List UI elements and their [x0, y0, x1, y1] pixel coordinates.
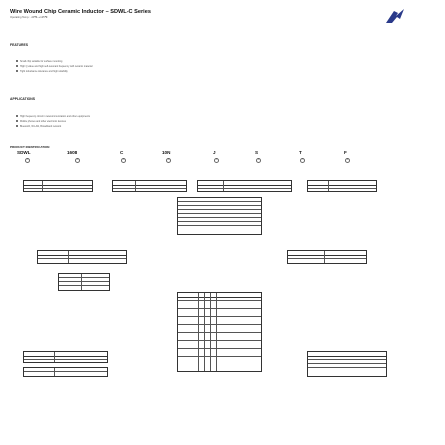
applications-heading: APPLICATIONS	[10, 97, 35, 101]
code-index: ⑧	[346, 159, 349, 161]
code-series: SDWL	[17, 150, 31, 155]
table-row	[113, 185, 186, 189]
operating-temp: Operating Temp.: -40℃~+125℃	[10, 16, 48, 19]
code-index: ①	[26, 159, 29, 161]
table-tolerance	[37, 250, 127, 264]
code-index: ③	[122, 159, 125, 161]
code-option: F	[344, 150, 347, 155]
bullet-icon	[16, 65, 18, 67]
table-row	[24, 356, 107, 360]
table-bottom-left-1	[23, 351, 108, 363]
feature-item: Small chip suitable for surface mounting	[16, 60, 62, 63]
document-title: Wire Wound Chip Ceramic Inductor – SDWL-C Series	[10, 9, 151, 15]
table-inductance-code	[177, 197, 262, 235]
table-row	[288, 259, 366, 263]
code-index: ④	[167, 159, 170, 161]
features-heading: FEATURES	[10, 43, 29, 47]
bullet-icon	[16, 115, 18, 117]
table-row	[178, 353, 261, 357]
table-row	[59, 286, 109, 290]
part-number-codes	[17, 150, 437, 162]
table-row	[178, 329, 261, 333]
code-index: ⑤	[215, 159, 218, 161]
table-bottom-right	[307, 351, 387, 377]
table-row	[308, 368, 386, 372]
code-packaging: T	[299, 150, 302, 155]
table-row	[178, 361, 261, 365]
table-row	[178, 321, 261, 325]
table-row	[178, 226, 261, 230]
table-inductance	[307, 180, 377, 192]
table-row	[178, 313, 261, 317]
code-index: ⑦	[301, 159, 304, 161]
table-dimension	[112, 180, 187, 192]
table-packaging	[287, 250, 367, 264]
table-row	[24, 185, 92, 189]
feature-item: Tight inductance tolerance and high reliability	[16, 70, 68, 73]
bullet-icon	[16, 125, 18, 127]
table-spec	[58, 273, 110, 291]
table-row	[38, 259, 126, 263]
table-option	[177, 292, 262, 372]
table-row	[178, 337, 261, 341]
code-inductance: 10N	[162, 150, 171, 155]
bullet-icon	[16, 70, 18, 72]
application-item: High frequency circuit in telecommunication and other equipments	[16, 115, 90, 118]
table-row	[24, 372, 107, 376]
feature-item: High Q value and high self-resonant frequency with ceramic material	[16, 65, 92, 68]
code-material: C	[120, 150, 124, 155]
table-row	[308, 185, 376, 189]
application-item: Bluetooth, W-LAN, Broadband network	[16, 125, 61, 128]
table-series	[23, 180, 93, 192]
code-spec: S	[255, 150, 259, 155]
code-index: ⑥	[257, 159, 260, 161]
table-material	[197, 180, 292, 192]
code-index: ②	[76, 159, 79, 161]
product-identification-heading: PRODUCT IDENTIFICATION	[10, 145, 50, 149]
code-tolerance: J	[213, 150, 216, 155]
bullet-icon	[16, 60, 18, 62]
table-row	[198, 185, 291, 189]
application-item: Mobile phones and other electronic devices	[16, 120, 66, 123]
table-row	[178, 297, 261, 301]
company-logo-icon	[384, 7, 406, 25]
table-row	[178, 345, 261, 349]
table-bottom-left-2	[23, 367, 108, 377]
code-size: 1608	[67, 150, 78, 155]
table-row	[178, 305, 261, 309]
bullet-icon	[16, 120, 18, 122]
